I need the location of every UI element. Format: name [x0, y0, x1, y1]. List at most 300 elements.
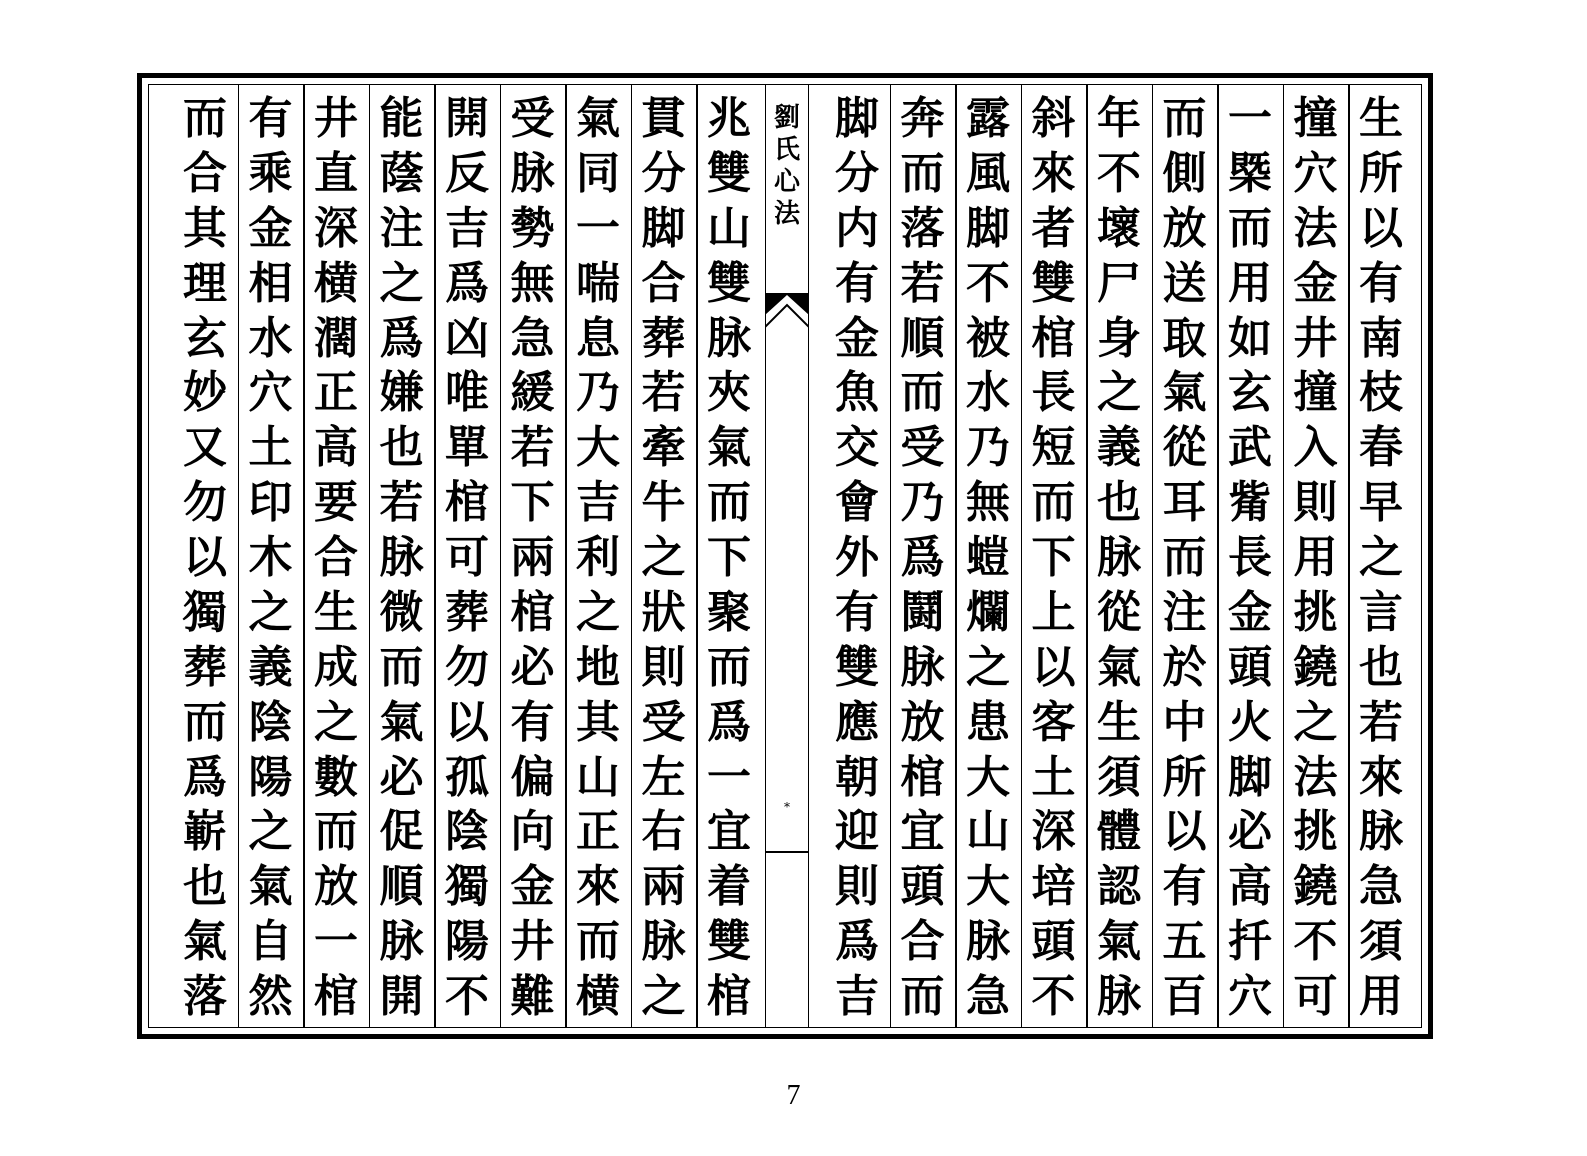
- character: 放: [1162, 202, 1207, 254]
- character: 爲: [900, 532, 945, 583]
- character: 枝: [1359, 367, 1403, 419]
- character: 有: [835, 257, 879, 309]
- character: 吉: [835, 971, 879, 1022]
- character: 而: [1162, 532, 1207, 583]
- character: 横: [314, 257, 358, 309]
- character: 迎: [835, 806, 879, 858]
- character: 下: [707, 532, 751, 583]
- character: 以: [1031, 641, 1076, 693]
- character: 合: [900, 916, 945, 968]
- character: 脉: [379, 532, 424, 583]
- center-title: [765, 103, 809, 231]
- column-rule: [1152, 85, 1154, 1027]
- column-rule: [696, 85, 698, 1027]
- character: 横: [576, 971, 620, 1022]
- column-rule: [434, 85, 436, 1027]
- character: 撞: [1293, 367, 1338, 419]
- character: 也: [1097, 477, 1141, 529]
- character: 印: [248, 477, 293, 529]
- character: 氣: [248, 861, 293, 913]
- column-rule: [565, 85, 567, 1027]
- character: 患: [966, 696, 1010, 748]
- character: 必: [1228, 806, 1272, 858]
- character: 分: [641, 147, 686, 199]
- character: 以: [445, 696, 489, 748]
- character: 脉: [900, 641, 945, 693]
- character: 自: [248, 916, 293, 968]
- character: 必: [379, 751, 424, 803]
- character: 鬪: [900, 586, 945, 638]
- character: 理: [183, 257, 227, 309]
- character: 之: [641, 971, 686, 1022]
- character: 井: [1293, 312, 1338, 364]
- character: 若: [379, 477, 424, 529]
- character: 也: [183, 861, 227, 913]
- column-rule: [955, 85, 957, 1027]
- character: 體: [1097, 806, 1141, 858]
- character: 鐃: [1293, 641, 1338, 693]
- character: 頭: [1031, 916, 1076, 968]
- character: 頭: [900, 861, 945, 913]
- character: 而: [900, 971, 945, 1022]
- character: 來: [1359, 751, 1403, 803]
- character: 氣: [1097, 641, 1141, 693]
- character: 交: [835, 422, 879, 474]
- character: 兆: [707, 93, 751, 144]
- character: 金: [510, 861, 555, 913]
- character: 成: [314, 641, 358, 693]
- column-rule: [500, 85, 502, 1027]
- text-column: [1286, 93, 1346, 1022]
- column-rule: [1021, 85, 1023, 1027]
- character: 年: [1097, 93, 1141, 144]
- character: 則: [641, 641, 686, 693]
- character: 而: [900, 367, 945, 419]
- character: 之: [966, 641, 1010, 693]
- character: 而: [1228, 202, 1272, 254]
- character: 觜: [1228, 477, 1272, 529]
- character: 脚: [641, 202, 686, 254]
- character: 壞: [1097, 202, 1141, 254]
- character: 若: [900, 257, 945, 309]
- character: 急: [966, 971, 1010, 1022]
- character: 用: [1359, 971, 1403, 1022]
- character: 着: [707, 861, 751, 913]
- center-rule: [765, 851, 809, 853]
- character: 葬: [445, 586, 489, 638]
- character: 生: [1359, 93, 1403, 144]
- character: 要: [314, 477, 358, 529]
- marginal-dot: *: [784, 800, 790, 814]
- character: 注: [1162, 586, 1207, 638]
- character: 不: [1293, 916, 1338, 968]
- text-column: [241, 93, 301, 1022]
- character: 葬: [641, 312, 686, 364]
- character: 偏: [510, 751, 555, 803]
- character: 螘: [966, 532, 1010, 583]
- character: 開: [379, 971, 424, 1022]
- character: 有: [835, 586, 879, 638]
- character: 陰: [248, 696, 293, 748]
- character: 送: [1162, 257, 1207, 309]
- character: 嫌: [379, 367, 424, 419]
- character: 而: [183, 93, 227, 144]
- character: 早: [1359, 477, 1403, 529]
- character: 不: [1031, 971, 1076, 1022]
- character: 露: [966, 93, 1010, 144]
- character: 爲: [707, 696, 751, 748]
- character: 土: [1031, 751, 1076, 803]
- character: 乃: [900, 477, 945, 529]
- character: 氣: [1162, 367, 1207, 419]
- character: 來: [576, 861, 620, 913]
- character: 挑: [1293, 806, 1338, 858]
- character: 高: [314, 422, 358, 474]
- character: 高: [1228, 861, 1272, 913]
- character: 聚: [707, 586, 751, 638]
- character: 若: [510, 422, 555, 474]
- character: 合: [314, 532, 358, 583]
- character: 濶: [314, 312, 358, 364]
- character: 於: [1162, 641, 1207, 693]
- character: 息: [576, 312, 620, 364]
- character: 認: [1097, 861, 1141, 913]
- character: 急: [510, 312, 555, 364]
- character: 爲: [379, 312, 424, 364]
- character: 利: [576, 532, 620, 583]
- character: 合: [183, 147, 227, 199]
- text-column: [1155, 93, 1215, 1022]
- character: 正: [314, 367, 358, 419]
- character: 山: [966, 806, 1010, 858]
- character: 而: [183, 696, 227, 748]
- character: 井: [314, 93, 358, 144]
- character: 又: [183, 422, 227, 474]
- character: 同: [576, 147, 620, 199]
- character: 左: [641, 751, 686, 803]
- character: 槩: [1228, 147, 1272, 199]
- text-column: [175, 93, 235, 1022]
- character: 脉: [1097, 971, 1141, 1022]
- character: 有: [248, 93, 293, 144]
- character: 反: [445, 147, 489, 199]
- character: 兩: [510, 532, 555, 583]
- character: 氣: [707, 422, 751, 474]
- character: 下: [510, 477, 555, 529]
- character: 向: [510, 806, 555, 858]
- character: 陽: [248, 751, 293, 803]
- character: 吉: [576, 477, 620, 529]
- character: 注: [379, 202, 424, 254]
- character: 客: [1031, 696, 1076, 748]
- character: 直: [314, 147, 358, 199]
- character: 則: [1293, 477, 1338, 529]
- character: 玄: [183, 312, 227, 364]
- character: 宜: [900, 806, 945, 858]
- character: 雙: [707, 916, 751, 968]
- character: 扦: [1228, 916, 1272, 968]
- text-column: [1024, 93, 1084, 1022]
- character: 言: [1359, 586, 1403, 638]
- character: 生: [1097, 696, 1141, 748]
- character: 獨: [445, 861, 489, 913]
- character: 金: [835, 312, 879, 364]
- character: 山: [707, 202, 751, 254]
- character: 若: [1359, 696, 1403, 748]
- text-column: [306, 93, 366, 1022]
- character: 中: [1162, 696, 1207, 748]
- character: 一: [576, 202, 620, 254]
- character: 陽: [445, 916, 489, 968]
- character: 之: [1293, 696, 1338, 748]
- page-frame: [137, 73, 1433, 1039]
- character: 順: [900, 312, 945, 364]
- character: 棺: [707, 971, 751, 1022]
- character: 法: [1293, 202, 1338, 254]
- character: 火: [1228, 696, 1272, 748]
- character: 法: [1293, 751, 1338, 803]
- text-column: [1220, 93, 1280, 1022]
- character: 脉: [379, 916, 424, 968]
- text-column: [827, 93, 887, 1022]
- column-rule: [631, 85, 633, 1027]
- character: 分: [835, 147, 879, 199]
- character: 緩: [510, 367, 555, 419]
- character: 爲: [445, 257, 489, 309]
- character: 孤: [445, 751, 489, 803]
- character: 然: [248, 971, 293, 1022]
- character: 水: [248, 312, 293, 364]
- character: 須: [1097, 751, 1141, 803]
- character: 之: [641, 532, 686, 583]
- character: 蔭: [379, 147, 424, 199]
- character: 有: [1359, 257, 1403, 309]
- character: 武: [1228, 422, 1272, 474]
- character: 乘: [248, 147, 293, 199]
- center-title-char: 氏: [773, 135, 800, 165]
- character: 喘: [576, 257, 620, 309]
- character: 脉: [510, 147, 555, 199]
- character: 受: [641, 696, 686, 748]
- text-column: [1089, 93, 1149, 1022]
- character: 葬: [183, 641, 227, 693]
- text-column: [893, 93, 953, 1022]
- character: 雙: [707, 257, 751, 309]
- character: 須: [1359, 916, 1403, 968]
- character: 宜: [707, 806, 751, 858]
- character: 從: [1097, 586, 1141, 638]
- character: 氣: [183, 916, 227, 968]
- character: 急: [1359, 861, 1403, 913]
- character: 生: [314, 586, 358, 638]
- page-number: 7: [786, 1080, 801, 1111]
- character: 而: [576, 916, 620, 968]
- character: 培: [1031, 861, 1076, 913]
- character: 一: [1228, 93, 1272, 144]
- character: 之: [248, 806, 293, 858]
- character: 之: [1097, 367, 1141, 419]
- character: 牽: [641, 422, 686, 474]
- character: 唯: [445, 367, 489, 419]
- character: 奔: [900, 93, 945, 144]
- character: 則: [835, 861, 879, 913]
- character: 妙: [183, 367, 227, 419]
- character: 側: [1162, 147, 1207, 199]
- character: 嶄: [183, 806, 227, 858]
- character: 氣: [379, 696, 424, 748]
- character: 深: [314, 202, 358, 254]
- character: 夾: [707, 367, 751, 419]
- character: 之: [1359, 532, 1403, 583]
- character: 從: [1162, 422, 1207, 474]
- character: 之: [576, 586, 620, 638]
- character: 脚: [966, 202, 1010, 254]
- character: 獨: [183, 586, 227, 638]
- character: 凶: [445, 312, 489, 364]
- character: 有: [1162, 861, 1207, 913]
- character: 用: [1293, 532, 1338, 583]
- character: 玄: [1228, 367, 1272, 419]
- character: 所: [1162, 751, 1207, 803]
- character: 以: [1162, 806, 1207, 858]
- character: 而: [314, 806, 358, 858]
- character: 可: [445, 532, 489, 583]
- character: 開: [445, 93, 489, 144]
- text-column: [958, 93, 1018, 1022]
- character: 正: [576, 806, 620, 858]
- character: 來: [1031, 147, 1076, 199]
- character: 深: [1031, 806, 1076, 858]
- character: 入: [1293, 422, 1338, 474]
- center-title-char: 心: [773, 167, 800, 197]
- character: 斜: [1031, 93, 1076, 144]
- character: 勿: [445, 641, 489, 693]
- character: 如: [1228, 312, 1272, 364]
- character: 所: [1359, 147, 1403, 199]
- character: 會: [835, 477, 879, 529]
- character: 朝: [835, 751, 879, 803]
- character: 氣: [576, 93, 620, 144]
- character: 之: [248, 586, 293, 638]
- character: 土: [248, 422, 293, 474]
- character: 脉: [1359, 806, 1403, 858]
- character: 挑: [1293, 586, 1338, 638]
- character: 大: [966, 861, 1010, 913]
- character: 外: [835, 532, 879, 583]
- text-column: [699, 93, 759, 1022]
- character: 南: [1359, 312, 1403, 364]
- character: 脉: [641, 916, 686, 968]
- character: 井: [510, 916, 555, 968]
- text-column: [568, 93, 628, 1022]
- character: 而: [707, 641, 751, 693]
- character: 五: [1162, 916, 1207, 968]
- character: 受: [510, 93, 555, 144]
- character: 落: [183, 971, 227, 1022]
- character: 棺: [900, 751, 945, 803]
- character: 魚: [835, 367, 879, 419]
- character: 脉: [966, 916, 1010, 968]
- character: 之: [314, 696, 358, 748]
- center-strip: [765, 85, 809, 1027]
- character: 脚: [835, 93, 879, 144]
- center-title-char: 劉: [773, 103, 800, 133]
- character: 吉: [445, 202, 489, 254]
- character: 不: [966, 257, 1010, 309]
- character: 順: [379, 861, 424, 913]
- character: 也: [1359, 641, 1403, 693]
- character: 撞: [1293, 93, 1338, 144]
- character: 頭: [1228, 641, 1272, 693]
- character: 棺: [1031, 312, 1076, 364]
- character: 内: [835, 202, 879, 254]
- character: 右: [641, 806, 686, 858]
- character: 也: [379, 422, 424, 474]
- character: 地: [576, 641, 620, 693]
- character: 勢: [510, 202, 555, 254]
- character: 促: [379, 806, 424, 858]
- text-column: [437, 93, 497, 1022]
- character: 一: [707, 751, 751, 803]
- character: 棺: [445, 477, 489, 529]
- character: 貫: [641, 93, 686, 144]
- character: 以: [1359, 202, 1403, 254]
- character: 用: [1228, 257, 1272, 309]
- character: 若: [641, 367, 686, 419]
- character: 穴: [1228, 971, 1272, 1022]
- character: 爲: [835, 916, 879, 968]
- column-rule: [303, 85, 305, 1027]
- character: 金: [248, 202, 293, 254]
- character: 短: [1031, 422, 1076, 474]
- character: 大: [966, 751, 1010, 803]
- character: 而: [1031, 477, 1076, 529]
- character: 難: [510, 971, 555, 1022]
- text-column: [1351, 93, 1411, 1022]
- character: 水: [966, 367, 1010, 419]
- column-rule: [1217, 85, 1219, 1027]
- column-rule: [238, 85, 240, 1027]
- character: 者: [1031, 202, 1076, 254]
- character: 義: [1097, 422, 1141, 474]
- character: 大: [576, 422, 620, 474]
- character: 尸: [1097, 257, 1141, 309]
- character: 應: [835, 696, 879, 748]
- character: 放: [900, 696, 945, 748]
- character: 雙: [707, 147, 751, 199]
- character: 棺: [510, 586, 555, 638]
- character: 耳: [1162, 477, 1207, 529]
- character: 其: [183, 202, 227, 254]
- character: 有: [510, 696, 555, 748]
- character: 義: [248, 641, 293, 693]
- character: 陰: [445, 806, 489, 858]
- text-column: [503, 93, 563, 1022]
- character: 而: [379, 641, 424, 693]
- character: 不: [1097, 147, 1141, 199]
- character: 而: [1162, 93, 1207, 144]
- character: 落: [900, 202, 945, 254]
- character: 氣: [1097, 916, 1141, 968]
- character: 取: [1162, 312, 1207, 364]
- character: 下: [1031, 532, 1076, 583]
- text-block: [148, 84, 1422, 1028]
- character: 脉: [707, 312, 751, 364]
- column-rule: [890, 85, 892, 1027]
- fishtail-mark: [765, 293, 809, 353]
- column-rule: [1348, 85, 1350, 1027]
- character: 乃: [966, 422, 1010, 474]
